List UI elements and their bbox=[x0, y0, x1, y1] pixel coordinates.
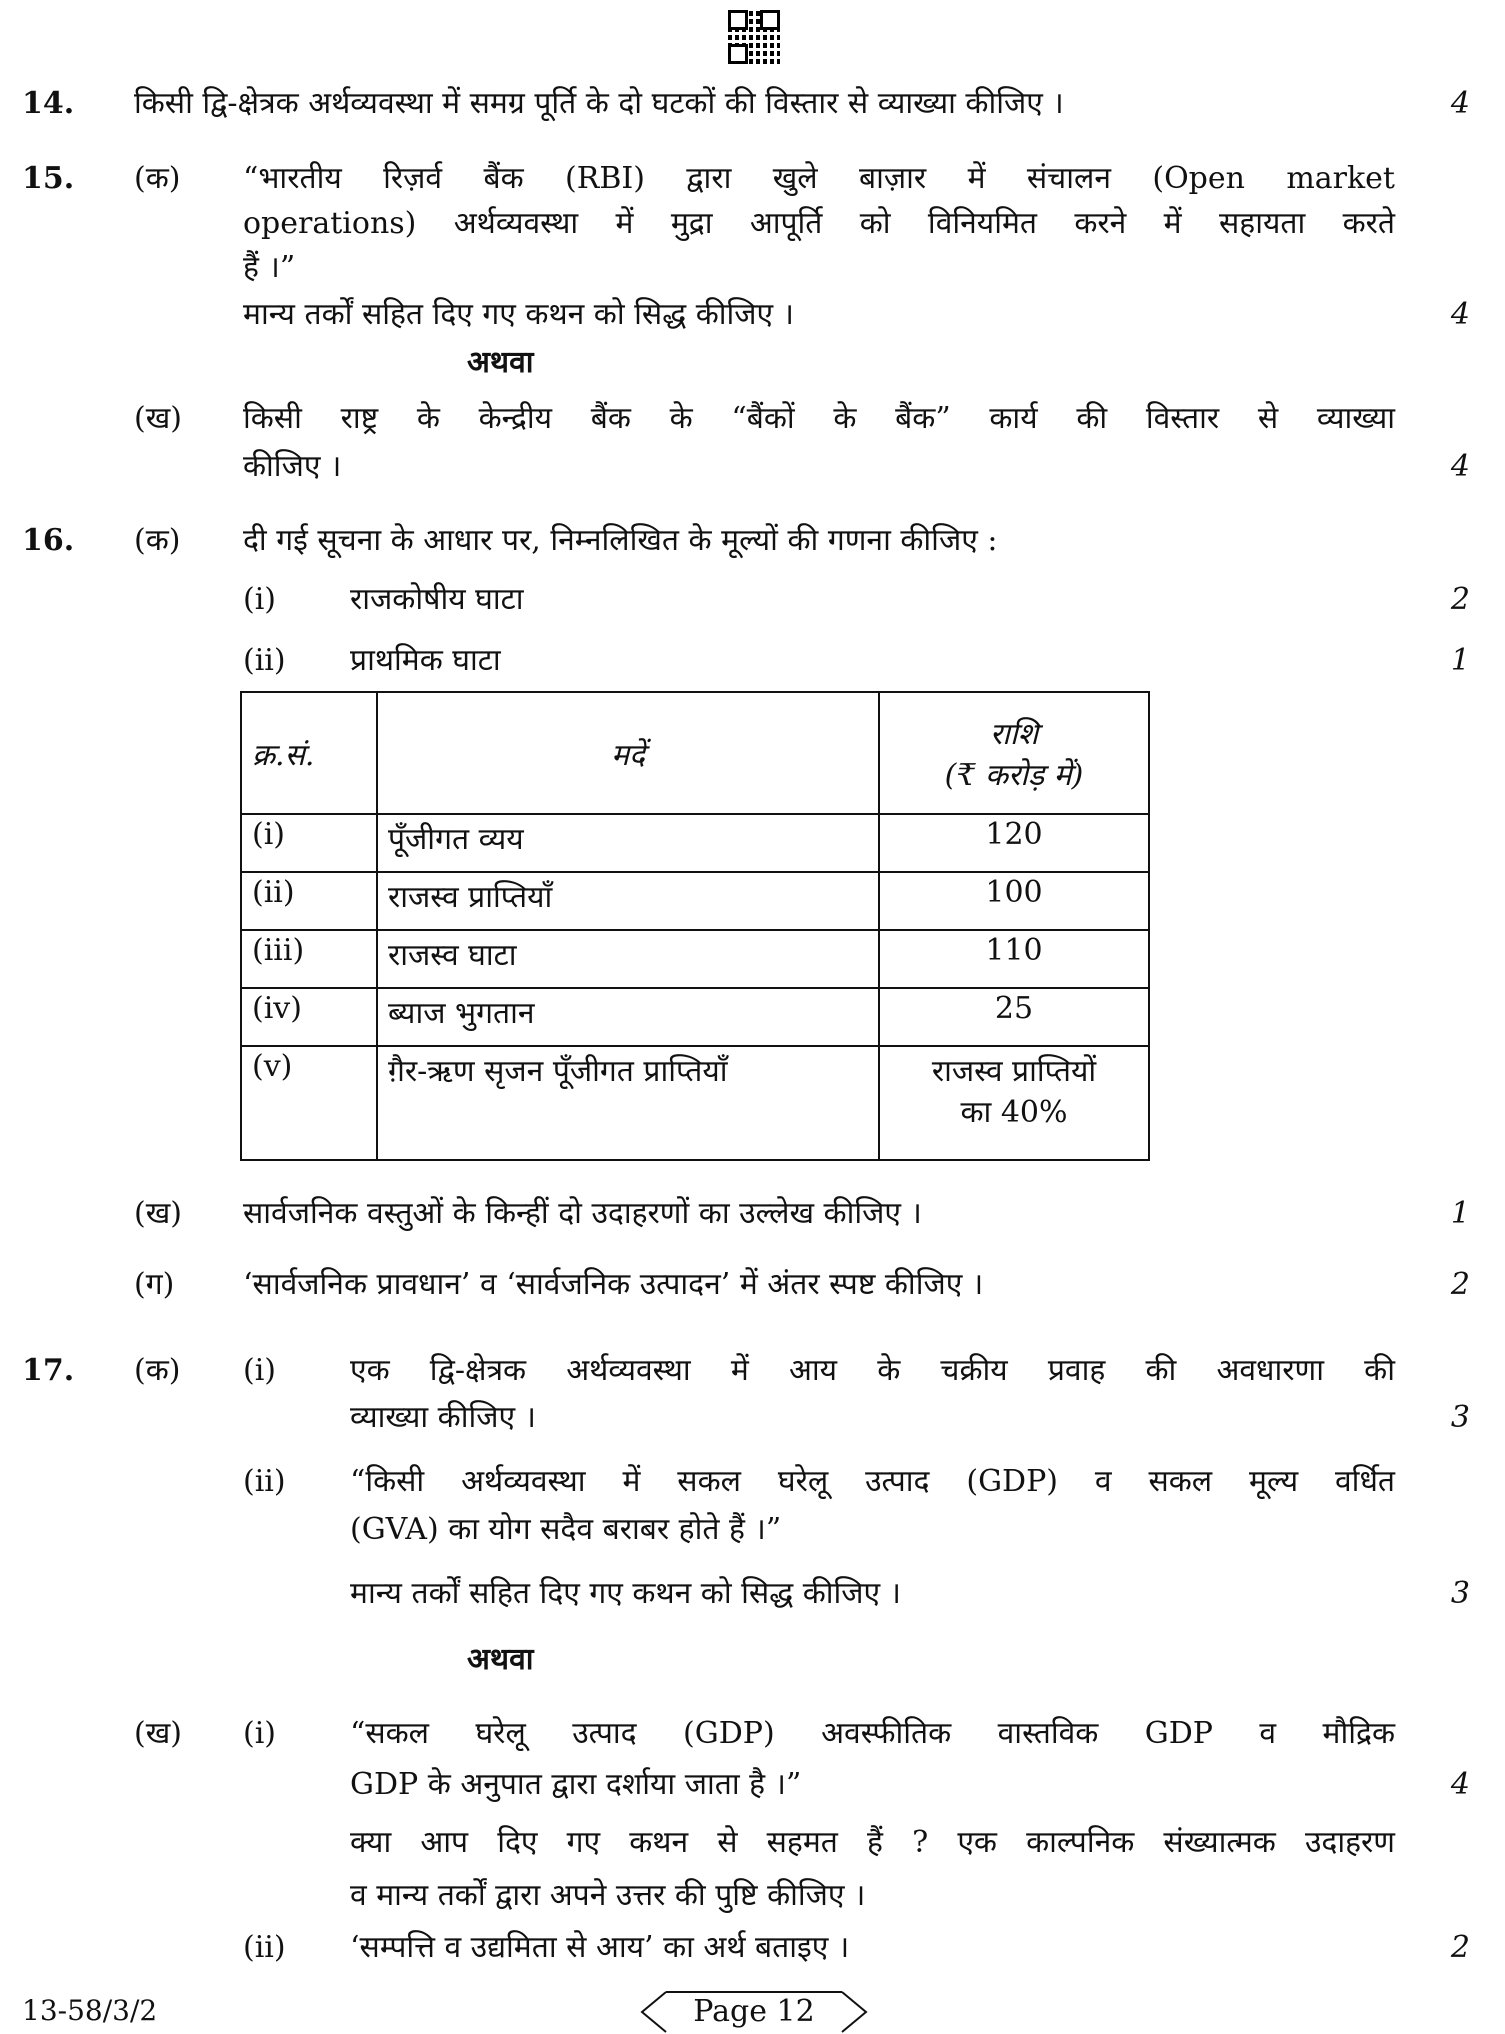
part-label: (ii) bbox=[243, 1464, 286, 1499]
paper-code: 13-58/3/2 bbox=[22, 1994, 158, 2027]
serial: (v) bbox=[241, 1046, 377, 1160]
table-row bbox=[241, 930, 1149, 988]
serial: (iii) bbox=[241, 930, 377, 988]
marks: 4 bbox=[1450, 297, 1470, 332]
data-table bbox=[240, 691, 1150, 1161]
part-text: क्या आप दिए गए कथन से सहमत हैं ? एक काल्पनिक संख्यात्मक उदाहरण bbox=[350, 1825, 1395, 1860]
amount: 25 bbox=[879, 988, 1149, 1046]
item: राजस्व प्राप्तियाँ bbox=[377, 872, 879, 930]
part-label: (i) bbox=[243, 1353, 277, 1388]
table-header-row bbox=[241, 692, 1149, 814]
sub-label: (क) bbox=[134, 1353, 181, 1388]
question-number: 14. bbox=[22, 86, 75, 121]
question-text: “भारतीय रिज़र्व बैंक (RBI) द्वारा खुले बाज़ार में संचालन (Open market bbox=[243, 161, 1395, 196]
sub-label: (क) bbox=[134, 161, 181, 196]
qr-code bbox=[728, 10, 780, 64]
marks: 4 bbox=[1450, 449, 1470, 484]
header-amount-label: राशि bbox=[989, 717, 1039, 752]
question-text: operations) अर्थव्यवस्था में मुद्रा आपूर्ति को विनियमित करने में सहायता करते bbox=[243, 206, 1395, 241]
amount bbox=[879, 1046, 1149, 1160]
table-row bbox=[241, 814, 1149, 872]
serial: (i) bbox=[241, 814, 377, 872]
part-text: राजकोषीय घाटा bbox=[350, 582, 524, 617]
amount: 120 bbox=[879, 814, 1149, 872]
page-number bbox=[636, 1990, 872, 2034]
part-text: एक द्वि-क्षेत्रक अर्थव्यवस्था में आय के चक्रीय प्रवाह की अवधारणा की bbox=[350, 1353, 1395, 1388]
marks: 2 bbox=[1450, 1267, 1470, 1302]
question-text: कीजिए । bbox=[243, 449, 342, 484]
marks: 2 bbox=[1450, 1930, 1470, 1965]
marks: 4 bbox=[1450, 86, 1470, 121]
question-number: 15. bbox=[22, 161, 75, 196]
header-amount-unit: (₹ करोड़ में) bbox=[944, 758, 1084, 793]
question-text: मान्य तर्कों सहित दिए गए कथन को सिद्ध कीजिए । bbox=[243, 297, 795, 332]
header-amount bbox=[879, 692, 1149, 814]
header-items: मदें bbox=[377, 692, 879, 814]
sub-label: (ख) bbox=[134, 1196, 182, 1231]
question-text: किसी राष्ट्र के केन्द्रीय बैंक के “बैंकों के बैंक” कार्य की विस्तार से व्याख्या bbox=[243, 401, 1395, 436]
part-text: ‘सम्पत्ति व उद्यमिता से आय’ का अर्थ बताइए । bbox=[350, 1930, 850, 1965]
header-serial: क्र.सं. bbox=[241, 692, 377, 814]
question-text: ‘सार्वजनिक प्रावधान’ व ‘सार्वजनिक उत्पादन’ में अंतर स्पष्ट कीजिए । bbox=[243, 1267, 984, 1302]
part-text: “किसी अर्थव्यवस्था में सकल घरेलू उत्पाद (GDP) व सकल मूल्य वर्धित bbox=[350, 1464, 1395, 1499]
marks: 4 bbox=[1450, 1767, 1470, 1802]
amount-line1: राजस्व प्राप्तियों bbox=[931, 1054, 1097, 1089]
sub-label: (ख) bbox=[134, 1716, 182, 1751]
part-text: GDP के अनुपात द्वारा दर्शाया जाता है ।” bbox=[350, 1767, 802, 1802]
table-row bbox=[241, 872, 1149, 930]
item: ब्याज भुगतान bbox=[377, 988, 879, 1046]
question-number: 16. bbox=[22, 523, 75, 558]
table-row bbox=[241, 1046, 1149, 1160]
part-label: (i) bbox=[243, 582, 277, 617]
marks: 1 bbox=[1450, 1196, 1470, 1231]
sub-label: (ग) bbox=[134, 1267, 175, 1302]
amount: 110 bbox=[879, 930, 1149, 988]
item: राजस्व घाटा bbox=[377, 930, 879, 988]
part-text: मान्य तर्कों सहित दिए गए कथन को सिद्ध कीजिए । bbox=[350, 1576, 902, 1611]
item: पूँजीगत व्यय bbox=[377, 814, 879, 872]
question-text: हैं ।” bbox=[243, 250, 296, 285]
part-label: (i) bbox=[243, 1716, 277, 1751]
amount-line2: का 40% bbox=[960, 1095, 1068, 1130]
page-label: Page 12 bbox=[693, 1994, 815, 2029]
part-text: “सकल घरेलू उत्पाद (GDP) अवस्फीतिक वास्तविक GDP व मौद्रिक bbox=[350, 1716, 1395, 1751]
part-text: (GVA) का योग सदैव बराबर होते हैं ।” bbox=[350, 1512, 782, 1547]
marks: 3 bbox=[1450, 1400, 1470, 1435]
marks: 2 bbox=[1450, 582, 1470, 617]
part-text: व मान्य तर्कों द्वारा अपने उत्तर की पुष्टि कीजिए । bbox=[350, 1878, 866, 1913]
part-label: (ii) bbox=[243, 1930, 286, 1965]
item: ग़ैर-ऋण सृजन पूँजीगत प्राप्तियाँ bbox=[377, 1046, 879, 1160]
marks: 3 bbox=[1450, 1576, 1470, 1611]
amount: 100 bbox=[879, 872, 1149, 930]
part-label: (ii) bbox=[243, 643, 286, 678]
marks: 1 bbox=[1450, 643, 1470, 678]
part-text: प्राथमिक घाटा bbox=[350, 643, 501, 678]
serial: (iv) bbox=[241, 988, 377, 1046]
or-separator: अथवा bbox=[467, 345, 534, 380]
question-number: 17. bbox=[22, 1353, 75, 1388]
serial: (ii) bbox=[241, 872, 377, 930]
question-text: किसी द्वि-क्षेत्रक अर्थव्यवस्था में समग्र पूर्ति के दो घटकों की विस्तार से व्याख्या कीजिए । bbox=[134, 86, 1064, 121]
table-row bbox=[241, 988, 1149, 1046]
question-text: दी गई सूचना के आधार पर, निम्नलिखित के मूल्यों की गणना कीजिए : bbox=[243, 523, 998, 558]
sub-label: (क) bbox=[134, 523, 181, 558]
question-text: सार्वजनिक वस्तुओं के किन्हीं दो उदाहरणों का उल्लेख कीजिए । bbox=[243, 1196, 922, 1231]
sub-label: (ख) bbox=[134, 401, 182, 436]
or-separator: अथवा bbox=[467, 1642, 534, 1677]
part-text: व्याख्या कीजिए । bbox=[350, 1400, 537, 1435]
